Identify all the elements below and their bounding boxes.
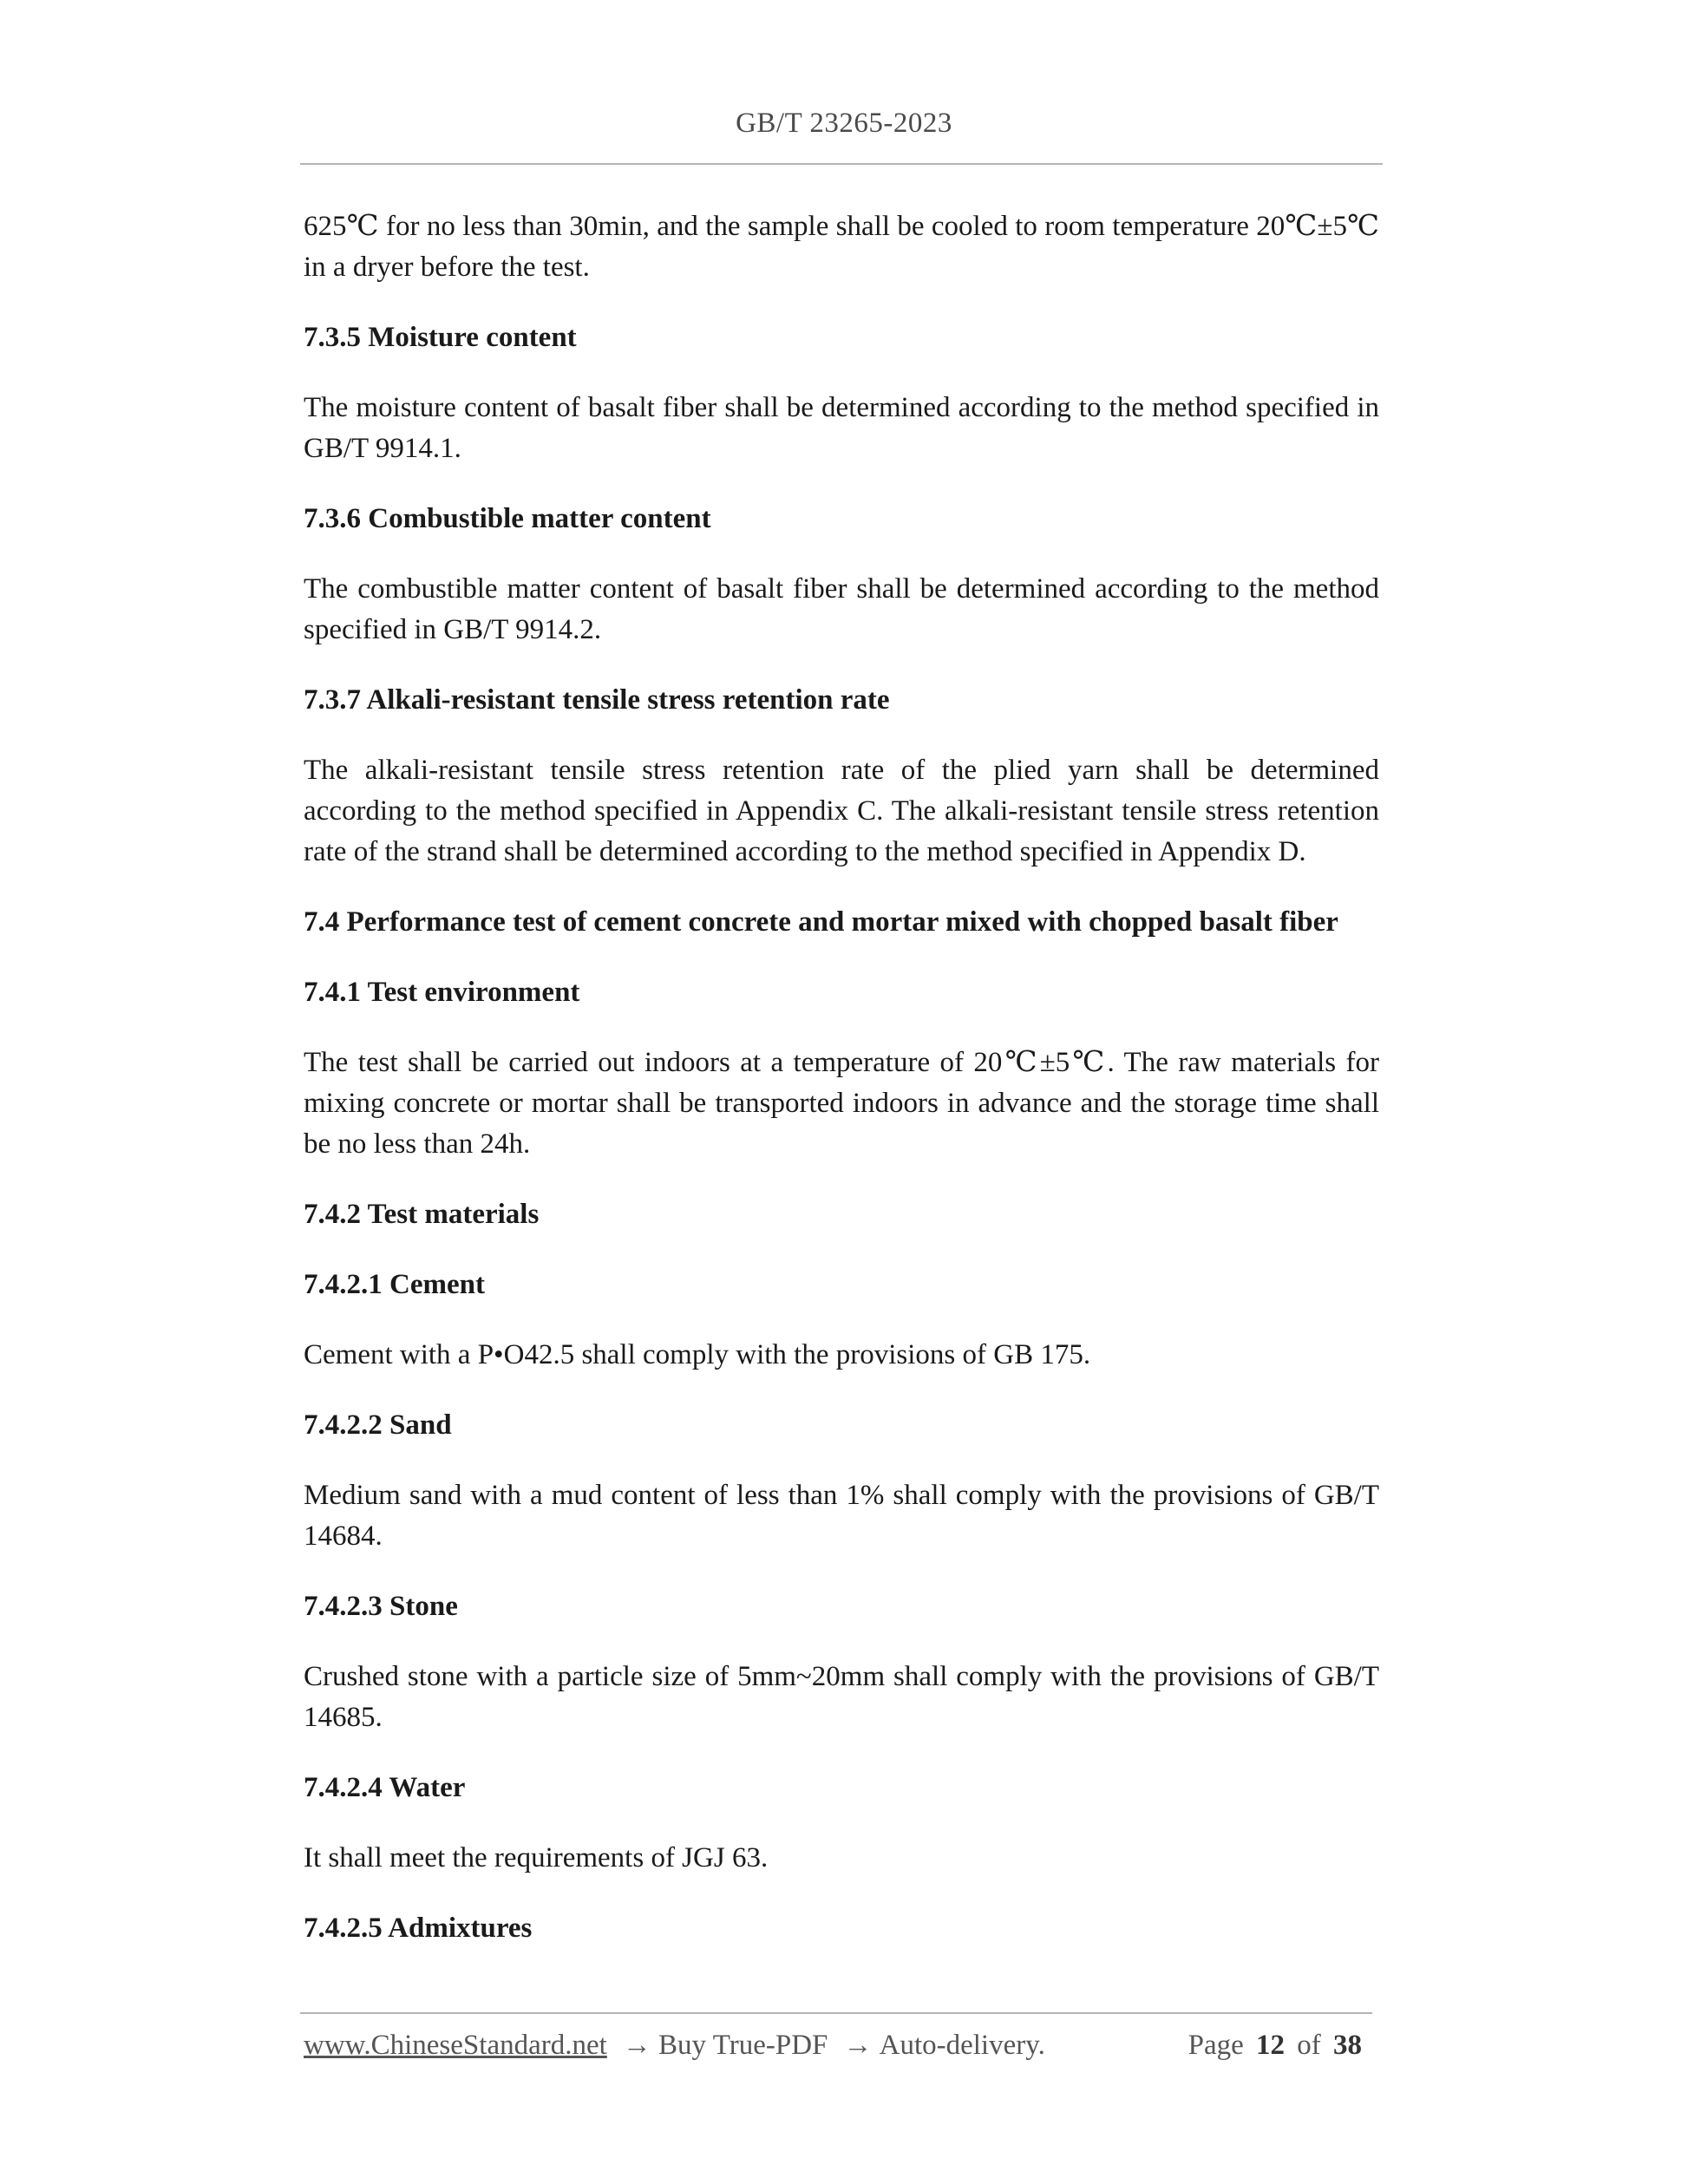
footer-divider <box>300 2012 1372 2014</box>
section-heading-7-3-6: 7.3.6 Combustible matter content <box>304 503 711 534</box>
current-page-number: 12 <box>1256 2030 1285 2061</box>
body-paragraph: The combustible matter content of basalt fiber shall be determined according to the method specified in GB/T 9914.2. <box>304 573 1379 645</box>
page-header-title: GB/T 23265-2023 <box>736 108 952 139</box>
document-body <box>304 206 1379 1978</box>
body-paragraph: The test shall be carried out indoors at a temperature of 20℃±5℃. The raw materials for mixing concrete or mortar shall be transported indoors in advance and the storage time shall be no less than 24h. <box>304 1047 1379 1160</box>
section-heading-7-3-7: 7.3.7 Alkali-resistant tensile stress retention rate <box>304 684 890 716</box>
section-heading-7-4-2-4: 7.4.2.4 Water <box>304 1772 466 1803</box>
body-paragraph: Cement with a P•O42.5 shall comply with the provisions of GB 175. <box>304 1339 1091 1370</box>
page-indicator <box>1188 2030 1367 2062</box>
website-link[interactable]: www.ChineseStandard.net <box>304 2030 607 2061</box>
buy-true-pdf-text: Buy True-PDF <box>658 2030 828 2061</box>
section-heading-7-4-2-3: 7.4.2.3 Stone <box>304 1591 458 1622</box>
body-paragraph: Medium sand with a mud content of less than 1% shall comply with the provisions of GB/T 14684. <box>304 1480 1379 1552</box>
footer-promo <box>304 2030 1045 2062</box>
section-heading-7-4-1: 7.4.1 Test environment <box>304 977 580 1008</box>
total-pages-number: 38 <box>1333 2030 1362 2061</box>
section-heading-7-4-2-2: 7.4.2.2 Sand <box>304 1409 452 1441</box>
auto-delivery-text: Auto-delivery. <box>879 2030 1045 2061</box>
body-paragraph: Crushed stone with a particle size of 5mm~20mm shall comply with the provisions of GB/T 14685. <box>304 1661 1379 1733</box>
body-paragraph: 625℃ for no less than 30min, and the sample shall be cooled to room temperature 20℃±5℃ in a dryer before the test. <box>304 211 1379 283</box>
body-paragraph: The moisture content of basalt fiber shall be determined according to the method specified in GB/T 9914.1. <box>304 392 1379 464</box>
page-label: Page <box>1187 2030 1244 2061</box>
section-heading-7-4-2-1: 7.4.2.1 Cement <box>304 1269 485 1300</box>
section-heading-7-3-5: 7.3.5 Moisture content <box>304 322 577 353</box>
section-heading-7-4: 7.4 Performance test of cement concrete and mortar mixed with chopped basalt fiber <box>304 906 1338 938</box>
body-paragraph: It shall meet the requirements of JGJ 63. <box>304 1842 769 1873</box>
section-heading-7-4-2: 7.4.2 Test materials <box>304 1199 540 1230</box>
arrow-right-icon: → <box>843 2030 873 2061</box>
of-label: of <box>1297 2030 1321 2061</box>
body-paragraph: The alkali-resistant tensile stress retention rate of the plied yarn shall be determined according to the method specified in Appendix C. The alkali-resistant tensile stress retention rate of the strand shall be determined according to the method specified in Appendix D. <box>304 755 1379 867</box>
page-footer <box>304 2030 1372 2073</box>
header-divider <box>300 163 1383 165</box>
section-heading-7-4-2-5: 7.4.2.5 Admixtures <box>304 1913 533 1944</box>
arrow-right-icon: → <box>623 2030 652 2061</box>
